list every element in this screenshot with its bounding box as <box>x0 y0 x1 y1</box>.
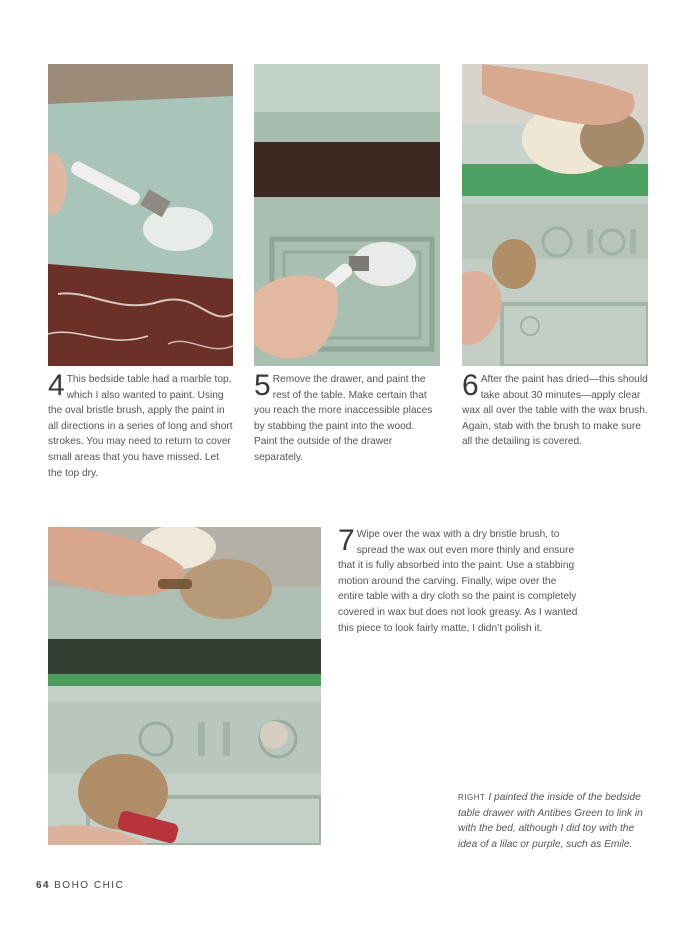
step-4 <box>48 369 234 481</box>
step-number: 5 <box>254 369 271 402</box>
photo-caption <box>458 790 643 852</box>
photo-step-5 <box>254 64 440 366</box>
step-text: This bedside table had a marble top, which I also wanted to paint. Using the oval bristle brush, apply the paint in all directions in a series of long and short strokes. You may need to return to cover small areas that you have missed. Let the top dry. <box>48 374 233 479</box>
step-number: 6 <box>462 369 479 402</box>
photo-step-4 <box>48 64 233 366</box>
step-number: 7 <box>338 524 355 557</box>
section-title: BOHO CHIC <box>54 880 125 891</box>
caption-text: I painted the inside of the bedside table drawer with Antibes Green to link in with the bed, although I did toy with the idea of a lilac or purple, such as Emile. <box>458 792 643 850</box>
page-number: 64 <box>36 880 51 891</box>
step-text: Remove the drawer, and paint the rest of the table. Make certain that you reach the more inaccessible places by stabbing the paint into the wood. Paint the outside of the drawer separately. <box>254 374 433 463</box>
step-6 <box>462 369 648 450</box>
step-text: Wipe over the wax with a dry bristle brush, to spread the wax out even more thinly and ensure that it is fully absorbed into the paint. Use a stabbing motion around the carving. Finally, wipe over the entire table with a dry cloth so the paint is completely covered in wax but does not look greasy. As I wanted this piece to look fairly matte, I didn’t polish it. <box>338 529 578 634</box>
step-7 <box>338 524 583 636</box>
page-footer <box>36 880 124 891</box>
photo-step-7 <box>48 527 321 845</box>
photo-step-6 <box>462 64 648 366</box>
step-number: 4 <box>48 369 65 402</box>
caption-tag: RIGHT <box>458 793 486 802</box>
step-5 <box>254 369 440 466</box>
step-text: After the paint has dried—this should take about 30 minutes—apply clear wax all over the table with the wax brush. Again, stab with the brush to make sure all the detailing is covered. <box>462 374 648 448</box>
